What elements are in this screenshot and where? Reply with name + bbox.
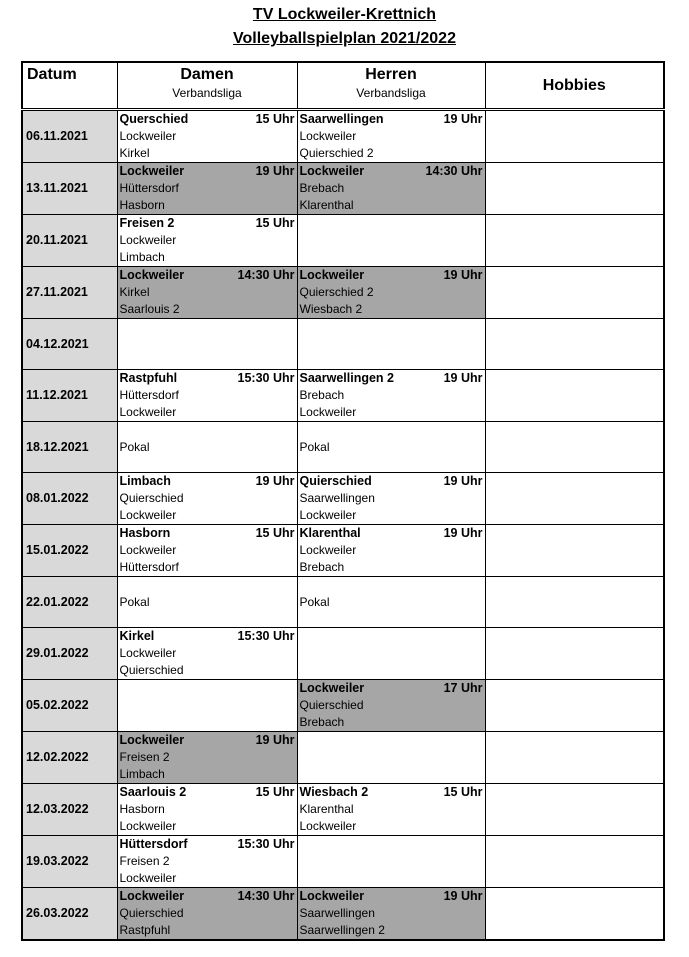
document-title: TV Lockweiler-Krettnich [252,6,437,23]
herren-match-cell [297,163,485,215]
team-line: Lockweiler [119,233,177,247]
table-row [22,525,664,577]
team-line: Lockweiler [299,543,357,557]
damen-match-cell [117,525,297,577]
match-header [298,888,485,905]
match-header [118,732,297,749]
damen-match-cell [117,888,297,941]
table-row [22,680,664,732]
herren-empty-cell [297,319,485,370]
team-line: Quierschied [119,906,184,920]
date-cell: 20.11.2021 [22,215,117,267]
host-team: Rastpfuhl [119,371,178,385]
team-line: Lockweiler [119,129,177,143]
host-team: Lockweiler [119,889,185,903]
damen-empty-cell [117,319,297,370]
herren-match-cell [297,267,485,319]
match-header [118,215,297,232]
match-header [118,267,297,284]
pokal-label: Pokal [119,440,150,454]
herren-empty-cell [297,836,485,888]
pokal-label: Pokal [119,595,150,609]
date-cell: 18.12.2021 [22,422,117,473]
team-line: Hasborn [119,198,165,212]
team-line: Limbach [119,250,165,264]
match-time: 19 Uhr [443,371,483,385]
match-header [118,163,297,180]
host-team: Saarlouis 2 [119,785,187,799]
damen-label: Damen [180,66,234,83]
match-time: 15 Uhr [255,785,295,799]
team-line: Brebach [299,388,345,402]
damen-match-cell [117,370,297,422]
host-team: Wiesbach 2 [299,785,369,799]
date-cell: 04.12.2021 [22,319,117,370]
team-line: Freisen 2 [119,854,170,868]
team-line: Saarlouis 2 [119,302,180,316]
column-header-damen [117,62,297,110]
hobbies-cell [485,267,664,319]
match-time: 15 Uhr [255,112,295,126]
herren-empty-cell [297,732,485,784]
host-team: Lockweiler [119,268,185,282]
hobbies-cell [485,732,664,784]
match-header [118,888,297,905]
team-line: Lockweiler [299,405,357,419]
table-row [22,784,664,836]
damen-match-cell [117,628,297,680]
match-time: 15:30 Uhr [237,629,295,643]
team-line: Lockweiler [119,543,177,557]
date-cell: 06.11.2021 [22,110,117,163]
team-line: Hasborn [119,802,165,816]
team-line: Klarenthal [299,802,354,816]
host-team: Quierschied [299,474,372,488]
damen-match-cell [117,110,297,163]
match-header [298,267,485,284]
host-team: Freisen 2 [119,216,175,230]
date-cell: 22.01.2022 [22,577,117,628]
schedule-table [21,61,665,941]
team-line: Brebach [299,181,345,195]
herren-label: Herren [365,66,417,83]
team-line: Klarenthal [299,198,354,212]
hobbies-cell [485,784,664,836]
hobbies-cell [485,888,664,941]
date-cell: 15.01.2022 [22,525,117,577]
match-time: 19 Uhr [255,164,295,178]
table-row [22,628,664,680]
match-time: 19 Uhr [255,733,295,747]
match-time: 15:30 Uhr [237,837,295,851]
herren-empty-cell [297,215,485,267]
hobbies-cell [485,628,664,680]
team-line: Freisen 2 [119,750,170,764]
hobbies-cell [485,370,664,422]
table-row [22,836,664,888]
host-team: Lockweiler [299,164,365,178]
match-time: 15 Uhr [255,216,295,230]
match-time: 14:30 Uhr [425,164,483,178]
host-team: Saarwellingen [299,112,384,126]
match-header [298,370,485,387]
host-team: Hüttersdorf [119,837,188,851]
host-team: Lockweiler [119,164,185,178]
table-row [22,370,664,422]
match-header [298,163,485,180]
damen-match-cell [117,473,297,525]
team-line: Hüttersdorf [119,181,179,195]
host-team: Querschied [119,112,189,126]
team-line: Rastpfuhl [119,923,171,937]
date-cell: 12.02.2022 [22,732,117,784]
table-row [22,888,664,941]
match-header [298,473,485,490]
table-row [22,319,664,370]
match-header [298,525,485,542]
host-team: Hasborn [119,526,171,540]
team-line: Lockweiler [299,819,357,833]
hobbies-cell [485,163,664,215]
date-cell: 12.03.2022 [22,784,117,836]
damen-match-cell [117,732,297,784]
team-line: Lockweiler [119,405,177,419]
host-team: Lockweiler [119,733,185,747]
hobbies-cell [485,680,664,732]
match-header [118,628,297,645]
match-time: 19 Uhr [443,112,483,126]
table-row [22,732,664,784]
herren-pokal-cell [297,422,485,473]
damen-match-cell [117,163,297,215]
column-header-datum: Datum [22,62,117,110]
match-header [118,111,297,128]
host-team: Lockweiler [299,681,365,695]
herren-match-cell [297,888,485,941]
team-line: Wiesbach 2 [299,302,363,316]
date-cell: 27.11.2021 [22,267,117,319]
hobbies-cell [485,215,664,267]
match-time: 19 Uhr [443,474,483,488]
pokal-label: Pokal [299,440,330,454]
team-line: Quierschied [299,698,364,712]
herren-match-cell [297,370,485,422]
team-line: Hüttersdorf [119,560,179,574]
damen-match-cell [117,836,297,888]
damen-league: Verbandsliga [172,86,242,100]
match-header [118,836,297,853]
date-cell: 19.03.2022 [22,836,117,888]
host-team: Saarwellingen 2 [299,371,394,385]
document-subtitle: Volleyballspielplan 2021/2022 [233,30,456,47]
table-row [22,110,664,163]
hobbies-cell [485,836,664,888]
match-header [118,784,297,801]
host-team: Lockweiler [299,889,365,903]
damen-pokal-cell [117,422,297,473]
herren-match-cell [297,110,485,163]
team-line: Lockweiler [119,871,177,885]
hobbies-cell [485,473,664,525]
team-line: Lockweiler [119,508,177,522]
table-row [22,422,664,473]
hobbies-cell [485,110,664,163]
match-time: 15 Uhr [255,526,295,540]
team-line: Brebach [299,560,345,574]
match-time: 19 Uhr [443,526,483,540]
match-time: 14:30 Uhr [237,889,295,903]
team-line: Lockweiler [119,819,177,833]
date-cell: 11.12.2021 [22,370,117,422]
table-row [22,163,664,215]
host-team: Klarenthal [299,526,361,540]
header-row [22,62,664,110]
match-time: 17 Uhr [443,681,483,695]
team-line: Lockweiler [119,646,177,660]
damen-pokal-cell [117,577,297,628]
match-time: 19 Uhr [443,889,483,903]
team-line: Saarwellingen [299,491,375,505]
team-line: Quierschied 2 [299,285,374,299]
match-time: 15:30 Uhr [237,371,295,385]
team-line: Kirkel [119,146,150,160]
host-team: Kirkel [119,629,155,643]
match-time: 19 Uhr [255,474,295,488]
match-header [298,680,485,697]
herren-pokal-cell [297,577,485,628]
hobbies-cell [485,577,664,628]
column-header-hobbies: Hobbies [485,62,664,110]
match-header [298,111,485,128]
team-line: Lockweiler [299,129,357,143]
match-header [118,473,297,490]
date-cell: 29.01.2022 [22,628,117,680]
table-row [22,215,664,267]
hobbies-cell [485,422,664,473]
match-header [118,370,297,387]
host-team: Limbach [119,474,171,488]
hobbies-cell [485,525,664,577]
hobbies-cell [485,319,664,370]
team-line: Hüttersdorf [119,388,179,402]
damen-match-cell [117,267,297,319]
team-line: Saarwellingen [299,906,375,920]
team-line: Brebach [299,715,345,729]
column-header-herren [297,62,485,110]
date-cell: 13.11.2021 [22,163,117,215]
match-time: 19 Uhr [443,268,483,282]
herren-match-cell [297,784,485,836]
damen-match-cell [117,215,297,267]
team-line: Lockweiler [299,508,357,522]
table-row [22,473,664,525]
table-row [22,267,664,319]
damen-match-cell [117,784,297,836]
host-team: Lockweiler [299,268,365,282]
team-line: Quierschied [119,663,184,677]
date-cell: 05.02.2022 [22,680,117,732]
herren-match-cell [297,680,485,732]
team-line: Quierschied [119,491,184,505]
team-line: Saarwellingen 2 [299,923,385,937]
team-line: Limbach [119,767,165,781]
herren-match-cell [297,525,485,577]
table-row [22,577,664,628]
team-line: Quierschied 2 [299,146,374,160]
match-header [298,784,485,801]
herren-league: Verbandsliga [356,86,426,100]
team-line: Kirkel [119,285,150,299]
damen-empty-cell [117,680,297,732]
match-header [118,525,297,542]
herren-match-cell [297,473,485,525]
date-cell: 08.01.2022 [22,473,117,525]
herren-empty-cell [297,628,485,680]
date-cell: 26.03.2022 [22,888,117,941]
match-time: 14:30 Uhr [237,268,295,282]
pokal-label: Pokal [299,595,330,609]
match-time: 15 Uhr [443,785,483,799]
